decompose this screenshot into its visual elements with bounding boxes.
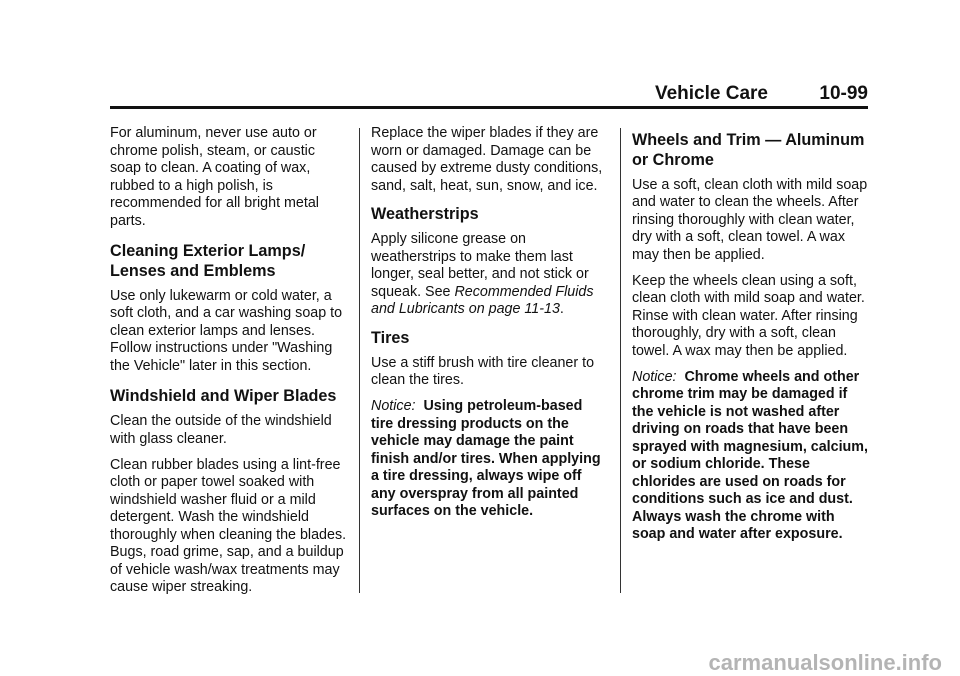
replace-wiper-paragraph: Replace the wiper blades if they are worn or damaged. Damage can be caused by extreme dusty conditions, sand, salt, heat, sun, snow, and ice. bbox=[371, 125, 603, 194]
chrome-notice bbox=[632, 369, 868, 544]
page-header bbox=[110, 84, 868, 104]
column-2 bbox=[371, 125, 607, 529]
column-divider-1 bbox=[359, 128, 360, 593]
wheels-paragraph-1: Use a soft, clean cloth with mild soap and water to clean the wheels. After rinsing thoroughly with clean water, dry with a soft, clean towel. A wax may then be applied. bbox=[632, 176, 868, 263]
notice-label: Notice: bbox=[371, 398, 416, 414]
section-title: Vehicle Care bbox=[654, 83, 768, 104]
notice-text: Chrome wheels and other chrome trim may be damaged if the vehicle is not washed after driving on roads that have been sprayed with magnesium, calcium, or sodium chloride. These chlorides are used on roads for conditions such as ice and dust. Always wash the chrome with soap and water after exposure. bbox=[632, 368, 868, 542]
heading-exterior-lamps: Cleaning Exterior Lamps/ Lenses and Emblems bbox=[110, 242, 306, 280]
tires-paragraph: Use a stiff brush with tire cleaner to clean the tires. bbox=[371, 354, 595, 388]
heading-wheels-trim: Wheels and Trim — Aluminum or Chrome bbox=[632, 131, 865, 169]
page-number: 10-99 bbox=[819, 83, 868, 104]
windshield-paragraph-1: Clean the outside of the windshield with glass cleaner. bbox=[110, 413, 332, 447]
weatherstrips-text: Apply silicone grease on weatherstrips to make them last longer, seal better, and not stick or squeak. See bbox=[371, 231, 589, 300]
column-3 bbox=[632, 125, 868, 552]
header-rule bbox=[110, 106, 868, 109]
weatherstrips-paragraph bbox=[371, 231, 607, 319]
column-divider-2 bbox=[620, 128, 621, 593]
heading-windshield: Windshield and Wiper Blades bbox=[110, 387, 337, 405]
watermark: carmanualsonline.info bbox=[708, 650, 942, 675]
weatherstrips-period: . bbox=[559, 301, 564, 317]
lamps-paragraph: Use only lukewarm or cold water, a soft cloth, and a car washing soap to clean exterior lamps and lenses. Follow instructions under "Washing the Vehicle" later in this section. bbox=[110, 287, 343, 374]
heading-tires: Tires bbox=[371, 328, 410, 347]
column-1 bbox=[110, 125, 348, 605]
wheels-paragraph-2: Keep the wheels clean using a soft, clean cloth with mild soap and water. Rinse with clean water. After rinsing thoroughly, dry with a soft, clean towel. A wax may then be applied. bbox=[632, 272, 865, 359]
notice-label: Notice: bbox=[632, 368, 677, 385]
fluids-reference-link[interactable]: Recommended Fluids and Lubricants on page 11-13 bbox=[371, 283, 594, 317]
aluminum-paragraph: For aluminum, never use auto or chrome polish, steam, or caustic soap to clean. A coating of wax, rubbed to a high polish, is recommended for all bright metal parts. bbox=[110, 125, 319, 229]
windshield-paragraph-2: Clean rubber blades using a lint-free cloth or paper towel soaked with windshield washer fluid or a mild detergent. Wash the windshield thoroughly when cleaning the blades. Bugs, road grime, sap, and a buildup of vehicle wash/wax treatments may cause wiper streaking. bbox=[110, 456, 347, 595]
heading-weatherstrips: Weatherstrips bbox=[371, 205, 479, 223]
notice-text: Using petroleum-based tire dressing products on the vehicle may damage the paint finish and/or tires. When applying a tire dressing, always wipe off any overspray from all painted surfaces on the vehicle. bbox=[371, 398, 601, 519]
tires-notice bbox=[371, 398, 607, 521]
